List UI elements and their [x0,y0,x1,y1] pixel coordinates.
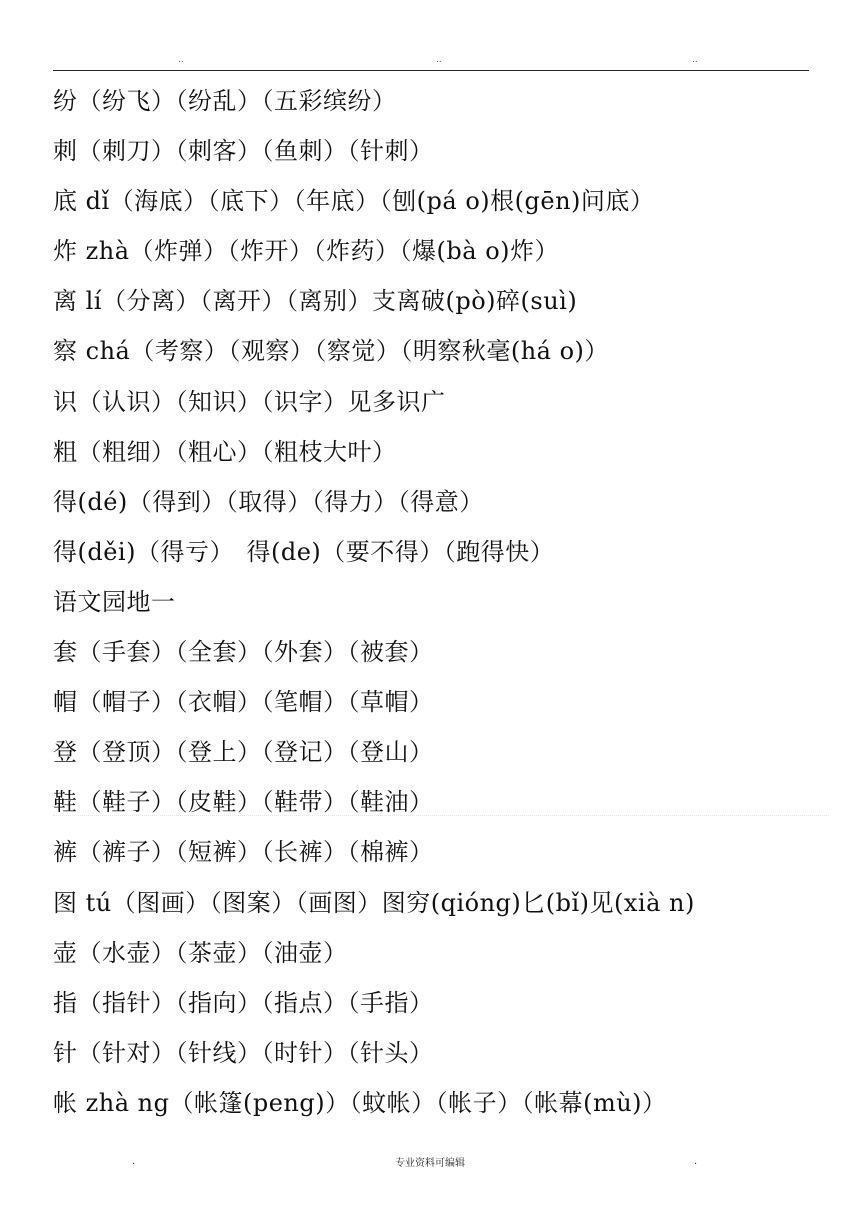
vocab-line: 得(dé)（得到）（取得）（得力）（得意） [53,487,484,516]
vocab-line: 帽（帽子）（衣帽）（笔帽）（草帽） [53,688,434,717]
vocab-line: 底 dǐ（海底）（底下）（年底）（刨(pá o)根(gēn)问底） [53,187,655,216]
vocab-line: 壶（水壶）（茶壶）（油壶） [53,938,348,967]
footer-mark-right: . [694,1156,698,1167]
footer-mark-left: . [132,1156,136,1167]
section-heading: 语文园地一 [53,587,176,616]
header-mark-left: .. [178,55,184,65]
header-mark-center: .. [436,55,442,65]
vocab-line: 识（认识）（知识）（识字）见多识广 [53,387,446,416]
vocab-line: 炸 zhà（炸弹）（炸开）（炸药）（爆(bà o)炸） [53,237,560,266]
vocab-line: 纷（纷飞）（纷乱）（五彩缤纷） [53,87,397,115]
footer-caption: 专业资料可编辑 [395,1158,465,1169]
vocab-line: 粗（粗细）（粗心）（粗枝大叶） [53,437,397,466]
header-mark-right: .. [692,55,698,65]
vocab-line: 离 lí（分离）（离开）（离别）支离破(pò)碎(suì) [53,287,578,316]
vocab-line: 裤（裤子）（短裤）（长裤）（棉裤） [53,838,434,867]
vocab-line: 得(děi)（得亏） 得(de)（要不得）（跑得快） [53,537,555,566]
vocab-line: 登（登顶）（登上）（登记）（登山） [53,738,434,767]
vocab-line: 鞋（鞋子）（皮鞋）（鞋带）（鞋油） [53,788,434,817]
vocab-line: 图 tú（图画）（图案）（画图）图穷(qióng)匕(bǐ)见(xià n) [53,888,695,917]
vocab-line: 套（手套）（全套）（外套）（被套） [53,638,434,667]
vocabulary-list [53,79,843,1131]
vocab-line: 帐 zhà ng（帐篷(peng)）（蚊帐）（帐子）（帐幕(mù)） [53,1088,667,1117]
vocab-line: 指（指针）（指向）（指点）（手指） [53,988,434,1017]
vocab-line: 刺（刺刀）（刺客）（鱼刺）（针刺） [53,137,434,166]
vocab-line: 察 chá（考察）（观察）（察觉）（明察秋毫(há o)） [53,337,609,366]
vocab-line: 针（针对）（针线）（时针）（针头） [53,1038,434,1067]
header-rule [53,70,809,71]
